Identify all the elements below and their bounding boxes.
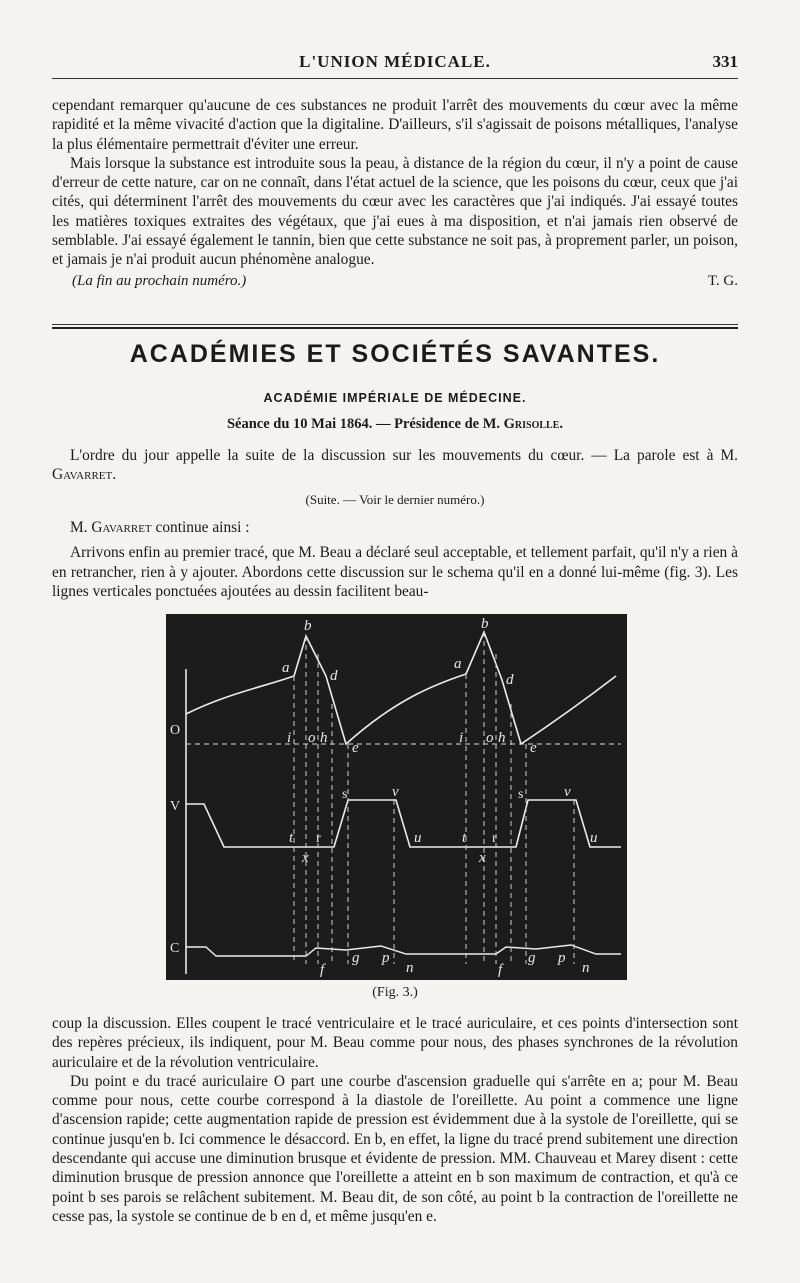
label-u1: u xyxy=(414,830,422,846)
running-title: L'UNION MÉDICALE. xyxy=(299,52,491,71)
speaker-name: Gavarret xyxy=(91,519,152,536)
page-header xyxy=(52,48,738,79)
section-rule-bottom xyxy=(52,327,738,329)
speech-block xyxy=(52,518,738,601)
label-O: O xyxy=(170,723,181,738)
label-f2: f xyxy=(498,962,503,978)
paragraph-continued: cependant remarquer qu'aucune de ces substances ne produit l'arrêt des mouvements du cœur avec la même rapidité et la même vivacité d'action que la digitaline. D'ailleurs, s'il s'agissait de poisons métalliques, l'analyse la plus élémentaire permettrait d'éviter une erreur. xyxy=(52,97,738,153)
label-s1: s xyxy=(342,787,348,802)
article-signoff xyxy=(52,272,738,291)
label-x1: x xyxy=(302,850,309,866)
session-line xyxy=(52,416,738,433)
label-b1: b xyxy=(304,618,312,634)
figure-3-tracing xyxy=(166,614,627,980)
label-x2: x xyxy=(479,850,486,866)
label-V: V xyxy=(170,799,181,814)
label-b2: b xyxy=(481,616,489,632)
label-r1: r xyxy=(316,831,321,846)
label-p2: p xyxy=(558,950,566,966)
order-text: L'ordre du jour appelle la suite de la discussion sur les mouvements du cœur. — La parole est à M. xyxy=(70,447,738,464)
section-title: ACADÉMIES ET SOCIÉTÉS SAVANTES. xyxy=(129,340,661,368)
suite-note: (Suite. — Voir le dernier numéro.) xyxy=(305,492,485,507)
label-f1: f xyxy=(320,962,325,978)
page-number: 331 xyxy=(712,52,738,71)
paragraph-discussion: coup la discussion. Elles coupent le tracé ventriculaire et le tracé auriculaire, et ces points d'intersection sont des repères précieux, ils indiquent, pour M. Beau comme pour nous, des phases synchrones de la révolution auriculaire et de la révolution ventriculaire. xyxy=(52,1015,738,1071)
label-h1: h xyxy=(320,730,328,746)
label-p1: p xyxy=(382,950,390,966)
label-C: C xyxy=(170,941,180,956)
session-president: Grisolle. xyxy=(503,416,564,432)
label-r2: r xyxy=(492,831,497,846)
post-figure-block xyxy=(52,1014,738,1226)
speaker-line xyxy=(52,518,738,537)
figure-caption-text: (Fig. 3.) xyxy=(372,985,418,1000)
label-d1: d xyxy=(330,668,338,684)
figure-caption xyxy=(52,985,738,1001)
speaker-prefix: M. xyxy=(70,519,88,536)
label-s2: s xyxy=(518,787,524,802)
tracing-svg xyxy=(166,614,627,980)
subsection-title: ACADÉMIE IMPÉRIALE DE MÉDECINE. xyxy=(263,391,527,405)
label-t2: t xyxy=(462,830,467,846)
label-g2: g xyxy=(528,950,536,966)
top-text-block xyxy=(52,96,738,291)
pre-figure-paragraph: Arrivons enfin au premier tracé, que M. Beau a déclaré seul acceptable, et tellement parfait, qu'il n'y a rien à en retrancher, rien à y ajouter. Abordons cette discussion sur le schema qu'il en a donné lui-même (fig. 3). Les lignes verticales ponctuées ajoutées au dessin facilitent beau- xyxy=(52,544,738,600)
label-e1: e xyxy=(352,740,359,756)
paragraph-auricular-trace: Du point e du tracé auriculaire O part une courbe d'ascension graduelle qui s'arrête en a; pour M. Beau comme pour nous, cette courbe correspond à la diastole de l'oreillette. Au point a commence une ligne d'ascension rapide; cette augmentation rapide de pression est évidemment due à la systole de l'oreillette, qui se continue jusqu'en b. Ici commence le désaccord. En b, en effet, la ligne du tracé prend subitement une direction descendante qui accuse une diminution brusque et évidente de pression. MM. Chauveau et Marey disent : cette diminution brusque de pression annonce que l'oreillette a atteint en b son maximum de contraction, et qu'à ce point b ses parois se relâchent subitement. M. Beau dit, de son côté, au point b la contraction de l'oreillette ne cesse pas, la systole se continue de b en d, et même jusqu'en e. xyxy=(52,1072,738,1225)
label-o2: o xyxy=(486,730,494,746)
author-initials: T. G. xyxy=(707,272,738,289)
section-rule-top xyxy=(52,324,738,325)
label-h2: h xyxy=(498,730,506,746)
order-block xyxy=(52,446,738,485)
label-n1: n xyxy=(406,960,414,976)
speaker-suffix: continue ainsi : xyxy=(155,519,250,536)
label-o1: o xyxy=(308,730,316,746)
order-paragraph xyxy=(52,446,738,485)
label-e2: e xyxy=(530,740,537,756)
label-g1: g xyxy=(352,950,360,966)
session-prefix: Séance du 10 Mai 1864. — Présidence de M. xyxy=(226,416,501,432)
label-i2: i xyxy=(459,730,464,746)
label-v2: v xyxy=(564,784,571,800)
paragraph-poisons: Mais lorsque la substance est introduite sous la peau, à distance de la région du cœur, il n'y a point de cause d'erreur de cette nature, car on ne connaît, dans l'état actuel de la science, que les poisons du cœur, ceux que j'ai cités, qui déterminent l'arrêt des mouvements du cœur avec les caractères que j'ai indiqués. J'ai essayé toutes les matières toxiques extraites des végétaux, que j'ai eues à ma disposition, et n'ai jamais rien observé de semblable. J'ai essayé également le tannin, bien que cette substance ne soit pas, à proprement parler, un poison, et jamais je n'ai produit aucun phénomène analogue. xyxy=(52,154,738,269)
label-d2: d xyxy=(506,672,514,688)
label-u2: u xyxy=(590,830,598,846)
label-n2: n xyxy=(582,960,590,976)
label-a2: a xyxy=(454,656,462,672)
continuation-note: (La fin au prochain numéro.) xyxy=(72,272,247,289)
label-a1: a xyxy=(282,660,290,676)
label-v1: v xyxy=(392,784,399,800)
label-t1: t xyxy=(289,830,294,846)
order-speaker: Gavarret. xyxy=(52,466,117,484)
label-i1: i xyxy=(287,730,292,746)
